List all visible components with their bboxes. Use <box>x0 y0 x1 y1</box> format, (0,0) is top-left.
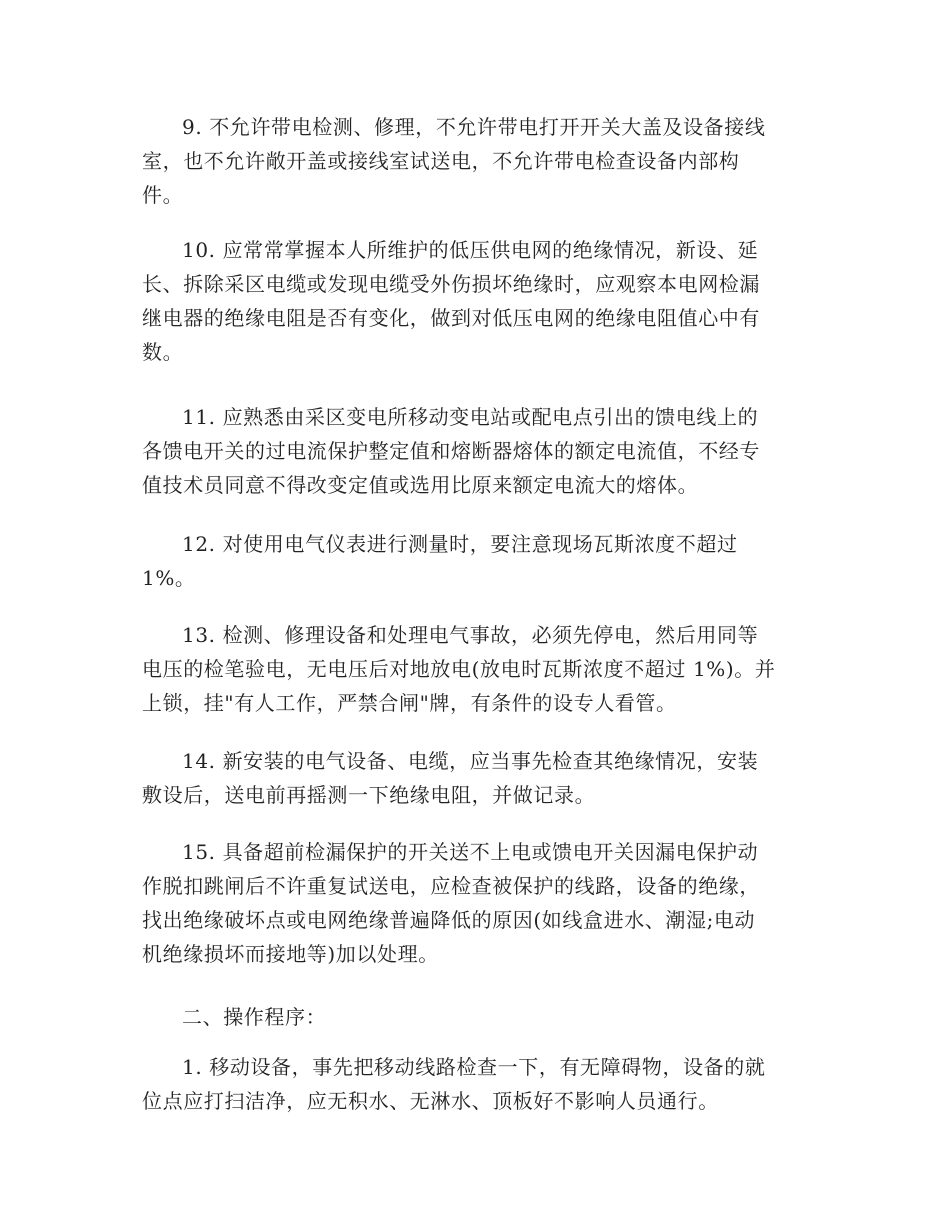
paragraph-line: 敷设后，送电前再摇测一下绝缘电阻，并做记录。 <box>142 783 596 807</box>
paragraph-line: 继电器的绝缘电阻是否有变化，做到对低压电网的绝缘电阻值心中有 <box>142 306 760 330</box>
paragraph-line: 件。 <box>142 183 184 207</box>
paragraph-line: 15. 具备超前检漏保护的开关送不上电或馈电开关因漏电保护动 <box>182 840 759 864</box>
paragraph-line: 10. 应常常掌握本人所维护的低压供电网的绝缘情况，新设、延 <box>182 238 759 262</box>
paragraph-item-12 <box>142 527 810 595</box>
paragraph-line: 14. 新安装的电气设备、电缆，应当事先检查其绝缘情况，安装 <box>182 749 759 773</box>
paragraph-line: 12. 对使用电气仪表进行测量时，要注意现场瓦斯浓度不超过 <box>182 532 738 556</box>
paragraph-line: 11. 应熟悉由采区变电所移动变电站或配电点引出的馈电线上的 <box>182 405 759 429</box>
paragraph-line: 各馈电开关的过电流保护整定值和熔断器熔体的额定电流值，不经专 <box>142 439 760 463</box>
paragraph-line: 1. 移动设备，事先把移动线路检查一下，有无障碍物，设备的就 <box>182 1055 766 1079</box>
paragraph-line: 13. 检测、修理设备和处理电气事故，必须先停电，然后用同等 <box>182 623 759 647</box>
paragraph-line: 值技术员同意不得改变定值或选用比原来额定电流大的熔体。 <box>142 473 699 497</box>
paragraph-item-9 <box>142 110 810 212</box>
section-heading-operating-procedure <box>142 1000 810 1034</box>
paragraph-line: 位点应打扫洁净，应无积水、无淋水、顶板好不影响人员通行。 <box>142 1089 719 1113</box>
paragraph-line: 找出绝缘破坏点或电网绝缘普遍降低的原因(如线盒进水、潮湿;电动 <box>142 908 756 932</box>
paragraph-item-10 <box>142 233 810 369</box>
paragraph-line: 长、拆除采区电缆或发现电缆受外伤损坏绝缘时，应观察本电网检漏 <box>142 272 760 296</box>
paragraph-item-13 <box>142 618 810 720</box>
paragraph-item-15 <box>142 835 810 971</box>
paragraph-line: 9. 不允许带电检测、修理，不允许带电打开开关大盖及设备接线 <box>182 115 766 139</box>
paragraph-item-14 <box>142 744 810 812</box>
paragraph-line: 机绝缘损坏而接地等)加以处理。 <box>142 942 439 966</box>
paragraph-line: 电压的检笔验电，无电压后对地放电(放电时瓦斯浓度不超过 1%)。并 <box>142 657 776 681</box>
paragraph-item-11 <box>142 400 810 502</box>
paragraph-line: 作脱扣跳闸后不许重复试送电，应检查被保护的线路，设备的绝缘， <box>142 874 760 898</box>
paragraph-line: 1%。 <box>142 566 196 590</box>
paragraph-line: 室，也不允许敞开盖或接线室试送电，不允许带电检查设备内部构 <box>142 149 740 173</box>
paragraph-line: 数。 <box>142 340 184 364</box>
heading-line: 二、操作程序： <box>182 1005 327 1029</box>
paragraph-line: 上锁，挂"有人工作，严禁合闸"牌，有条件的设专人看管。 <box>142 691 677 715</box>
procedure-item-1 <box>142 1050 810 1118</box>
